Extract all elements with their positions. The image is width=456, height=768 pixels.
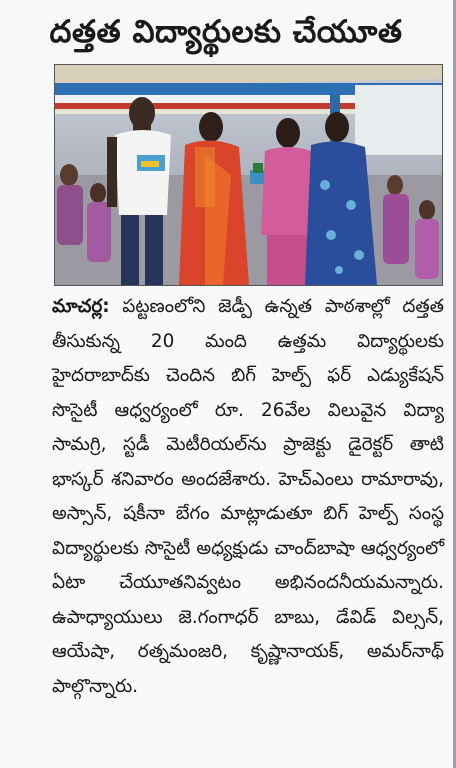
woman-red-saree (179, 112, 249, 285)
dateline: మాచర్ల: (52, 296, 110, 317)
headline: దత్తత విద్యార్థులకు చేయూత (49, 14, 403, 50)
article-paragraph (52, 290, 444, 704)
news-photo (54, 64, 443, 286)
bottle (253, 163, 263, 173)
bright-background (355, 85, 442, 155)
article-text: పట్టణంలోని జెడ్పీ ఉన్నత పాఠశాల్లో దత్తత తీసుకున్న 20 మంది ఉత్తమ విద్యార్థులకు హైదరాబాద్‌కు చెందిన బిగ్ హెల్ప్ ఫర్ ఎడ్యుకేషన్ సొసైటీ ఆధ్వర్యంలో రూ. 26వేల విలువైన విద్యా సామగ్రి, స్టడీ మెటీరియల్‌ను ప్రాజెక్టు డైరెక్టర్ తాటి భాస్కర్ శనివారం అందజేశారు. హెచ్‌ఎంలు రామారావు, అస్సాన్, షకీనా బేగం మాట్లాడుతూ బిగ్ హెల్ప్ సంస్థ విద్యార్థులకు సొసైటీ అధ్యక్షుడు చాంద్‌బాషా ఆధ్వర్యంలో ఏటా చేయూతనివ్వటం అభినందనీయమన్నారు. ఉపాధ్యాయులు జె.గంగాధర్ బాబు, డేవిడ్ విల్సన్, ఆయేషా, రత్నమంజరి, కృష్ణానాయక్, అమర్‌నాథ్ పాల్గొన్నారు. (52, 296, 444, 697)
article-body (52, 290, 444, 704)
photo-illustration (55, 65, 442, 285)
